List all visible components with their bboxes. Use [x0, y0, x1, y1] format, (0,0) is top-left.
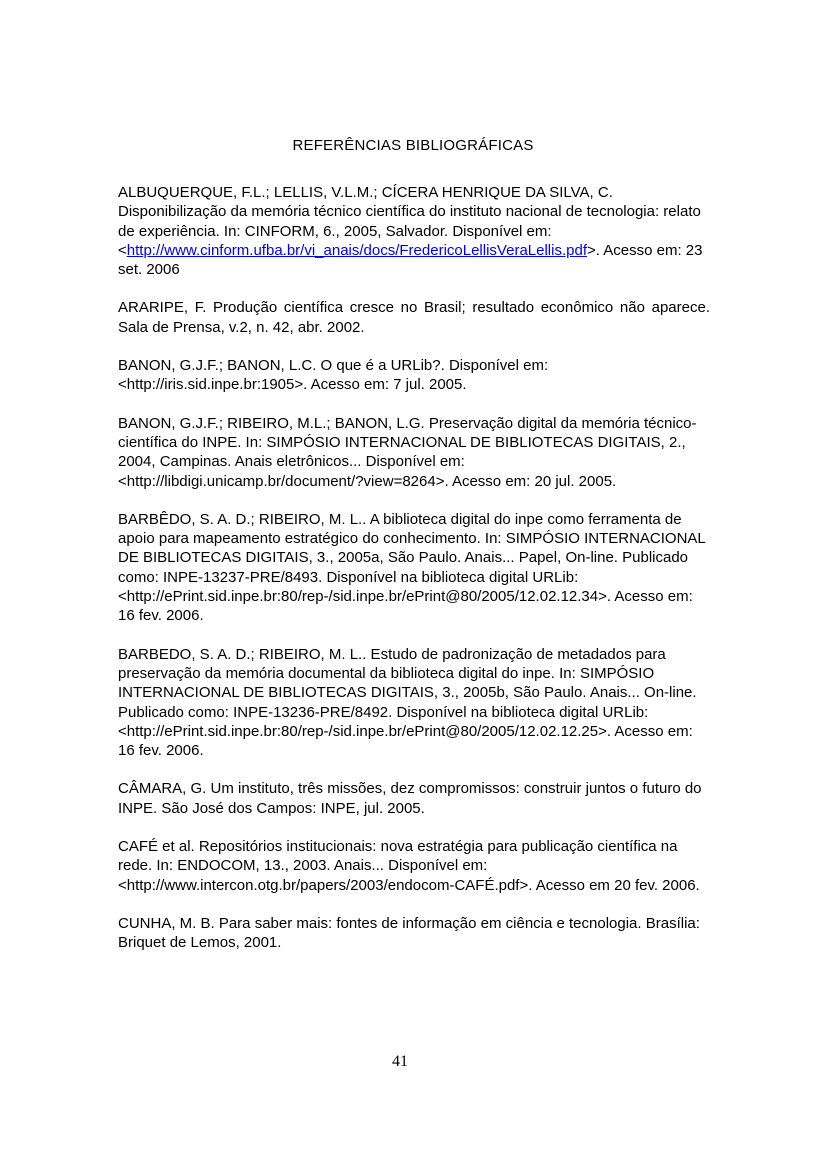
- reference-araripe: ARARIPE, F. Produção científica cresce no Brasil; resultado econômico não aparece. Sala de Prensa, v.2, n. 42, abr. 2002.: [118, 299, 710, 336]
- reference-banon-ribeiro-banon: BANON, G.J.F.; RIBEIRO, M.L.; BANON, L.G. Preservação digital da memória técnico-científica do INPE. In: SIMPÓSIO INTERNACIONAL DE BIBLIOTECAS DIGITAIS, 2., 2004, Campinas. Anais eletrônicos... Disponível em: <http://libdigi.unicamp.br/document/?view=8264>. Acesso em: 20 jul. 2005.: [118, 414, 697, 490]
- reference-albuquerque: [118, 183, 710, 279]
- reference-camara: CÂMARA, G. Um instituto, três missões, dez compromissos: construir juntos o futuro do INPE. São José dos Campos: INPE, jul. 2005.: [118, 780, 702, 817]
- reference-barbedo-2005a: BARBÊDO, S. A. D.; RIBEIRO, M. L.. A biblioteca digital do inpe como ferramenta de apoio para mapeamento estratégico do conhecimento. In: SIMPÓSIO INTERNACIONAL DE BIBLIOTECAS DIGITAIS, 3., 2005a, São Paulo. Anais... Papel, On-line. Publicado como: INPE-13237-PRE/8493. Disponível na biblioteca digital URLib: <http://ePrint.sid.inpe.br:80/rep-/sid.inpe.br/ePrint@80/2005/12.02.12.34>. Acesso em: 16 fev. 2006.: [118, 510, 706, 625]
- reference-barbedo-2005b: BARBEDO, S. A. D.; RIBEIRO, M. L.. Estudo de padronização de metadados para preservação da memória documental da biblioteca digital do inpe. In: SIMPÓSIO INTERNACIONAL DE BIBLIOTECAS DIGITAIS, 3., 2005b, São Paulo. Anais... On-line. Publicado como: INPE-13236-PRE/8492. Disponível na biblioteca digital URLib: <http://ePrint.sid.inpe.br:80/rep-/sid.inpe.br/ePrint@80/2005/12.02.12.25>. Acesso em: 16 fev. 2006.: [118, 645, 697, 760]
- page-title: REFERÊNCIAS BIBLIOGRÁFICAS: [292, 137, 534, 154]
- page-number: 41: [392, 1053, 408, 1070]
- reference-text: ALBUQUERQUE, F.L.; LELLIS, V.L.M.; CÍCERA HENRIQUE DA SILVA, C. Disponibilização da memória técnico científica do instituto nacional de tecnologia: relato de experiência. In: CINFORM, 6., 2005, Salvador. Disponível em: <: [118, 184, 701, 259]
- reference-cunha: CUNHA, M. B. Para saber mais: fontes de informação em ciência e tecnologia. Brasília: Briquet de Lemos, 2001.: [118, 914, 700, 952]
- reference-link[interactable]: http://www.cinform.ufba.br/vi_anais/docs/FredericoLellisVeraLellis.pdf: [126, 241, 587, 259]
- reference-text: >. Acesso em: 23 set. 2006: [118, 241, 703, 279]
- reference-list: [118, 183, 710, 972]
- reference-cafe: CAFÉ et al. Repositórios institucionais: nova estratégia para publicação científica na rede. In: ENDOCOM, 13., 2003. Anais... Disponível em: <http://www.intercon.otg.br/papers/2003/endocom-CAFÉ.pdf>. Acesso em 20 fev. 2006.: [118, 838, 700, 894]
- reference-banon-banon: BANON, G.J.F.; BANON, L.C. O que é a URLib?. Disponível em: <http://iris.sid.inpe.br:1905>. Acesso em: 7 jul. 2005.: [118, 357, 549, 394]
